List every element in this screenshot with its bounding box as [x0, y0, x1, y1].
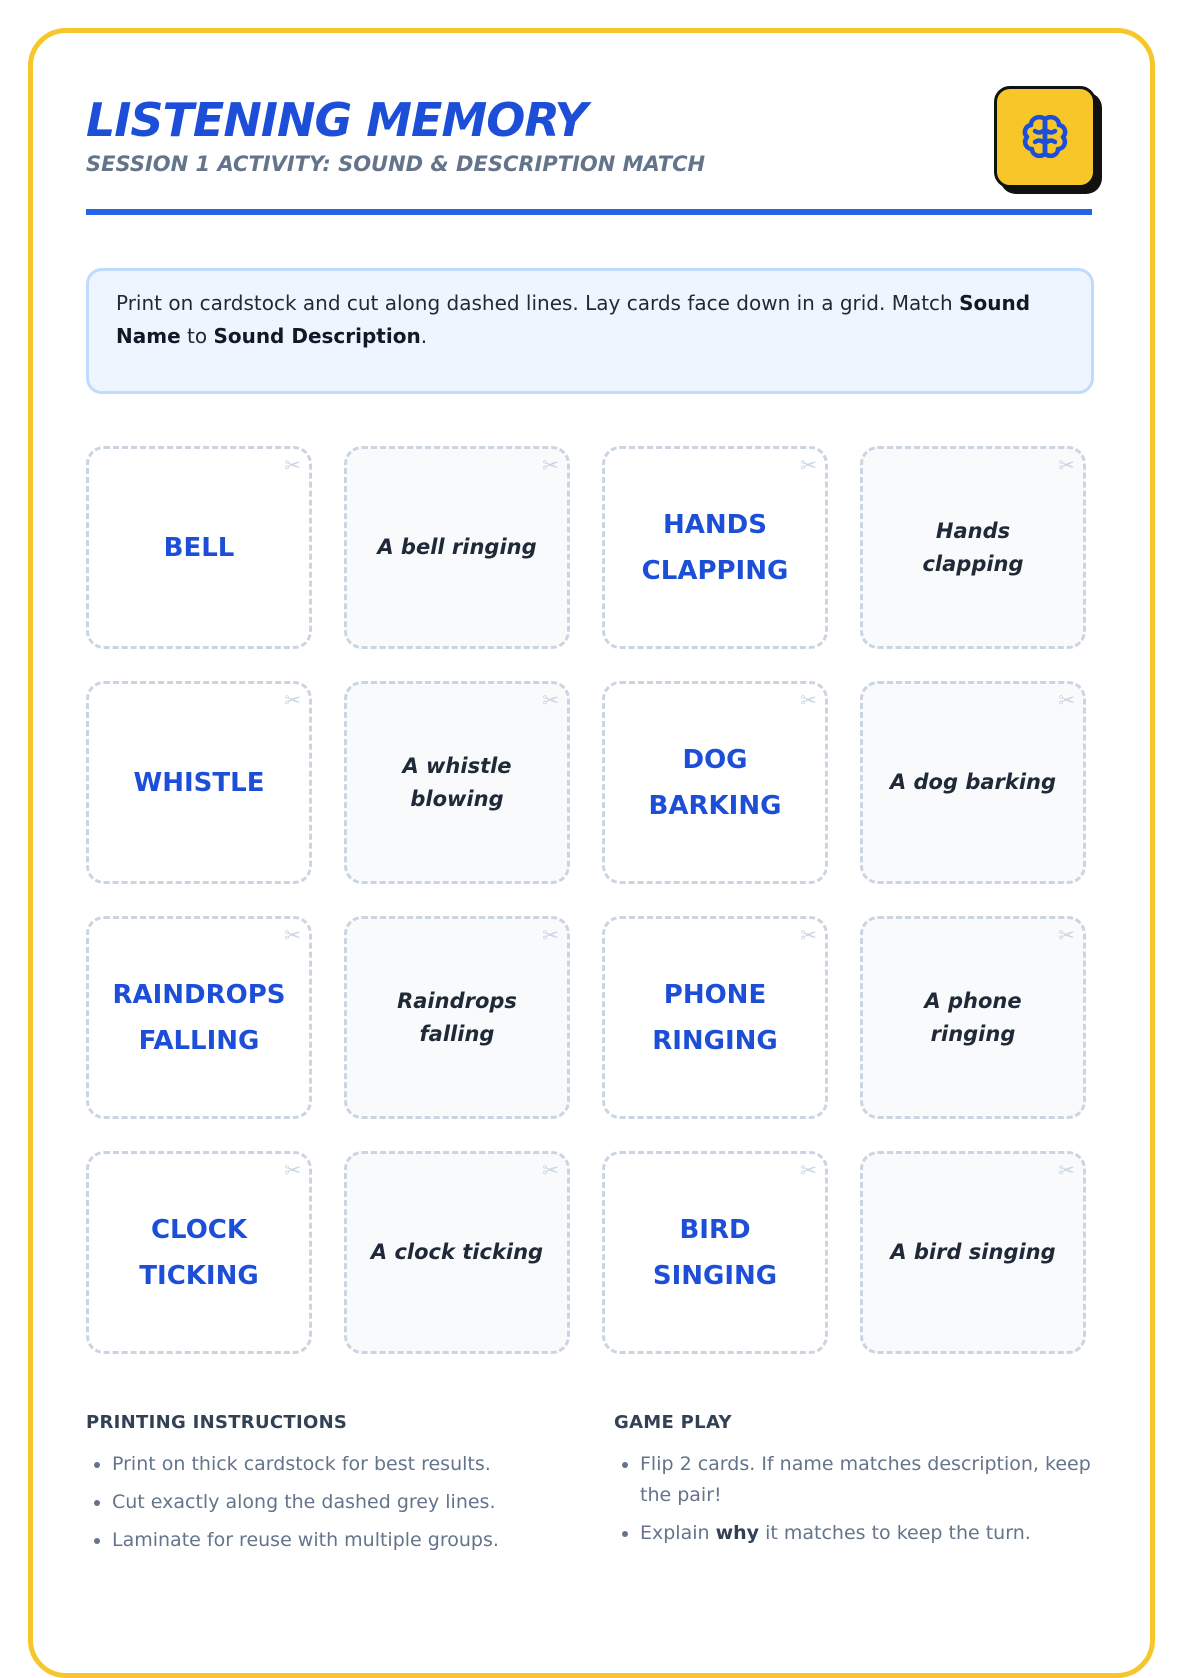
card-sound-description: A phone ringing: [924, 988, 1022, 1046]
scissors-icon: ✂: [284, 688, 301, 712]
card-sound-name: PHONE RINGING: [652, 979, 778, 1056]
header-divider: [86, 209, 1092, 215]
scissors-icon: ✂: [542, 923, 559, 947]
sound-description-card: [344, 916, 570, 1119]
notice-text: .: [420, 324, 428, 348]
sound-description-card: [344, 446, 570, 649]
list-item-strong: why: [715, 1522, 760, 1544]
card-sound-name: BELL: [163, 532, 235, 563]
brain-icon: [1019, 111, 1071, 163]
card-sound-description: Hands clapping: [922, 518, 1024, 576]
printing-heading: PRINTING INSTRUCTIONS: [86, 1412, 348, 1433]
card-sound-name: DOG BARKING: [648, 744, 782, 821]
page-title: LISTENING MEMORY: [86, 93, 587, 147]
card-sound-description: A clock ticking: [370, 1240, 544, 1264]
sound-name-card: [86, 681, 312, 884]
gameplay-heading: GAME PLAY: [614, 1412, 732, 1433]
sound-name-card: [602, 1151, 828, 1354]
sound-description-card: [344, 681, 570, 884]
scissors-icon: ✂: [1058, 923, 1075, 947]
notice-text: to: [180, 324, 214, 348]
card-sound-description: A whistle blowing: [402, 753, 512, 811]
sound-name-card: [86, 916, 312, 1119]
scissors-icon: ✂: [284, 923, 301, 947]
sound-description-card: [860, 446, 1086, 649]
scissors-icon: ✂: [542, 688, 559, 712]
list-item-text: it matches to keep the turn.: [759, 1522, 1031, 1544]
notice-text: Print on cardstock and cut along dashed lines. Lay cards face down in a grid. Match: [116, 291, 960, 315]
sound-name-card: [602, 446, 828, 649]
scissors-icon: ✂: [542, 1158, 559, 1182]
card-sound-description: A dog barking: [889, 770, 1057, 794]
page-subtitle: SESSION 1 ACTIVITY: SOUND & DESCRIPTION MATCH: [86, 152, 706, 176]
scissors-icon: ✂: [1058, 688, 1075, 712]
logo-badge: [994, 86, 1096, 188]
card-sound-description: A bell ringing: [377, 535, 537, 559]
card-sound-name: HANDS CLAPPING: [641, 509, 789, 586]
scissors-icon: ✂: [1058, 453, 1075, 477]
header: [86, 92, 1092, 218]
printing-instructions: [86, 1412, 566, 1563]
list-item-text: Explain: [640, 1522, 716, 1544]
sound-name-card: [86, 446, 312, 649]
scissors-icon: ✂: [284, 1158, 301, 1182]
sound-name-card: [86, 1151, 312, 1354]
scissors-icon: ✂: [800, 688, 817, 712]
printing-list: [86, 1449, 566, 1556]
card-sound-name: RAINDROPS FALLING: [112, 979, 286, 1056]
scissors-icon: ✂: [1058, 1158, 1075, 1182]
card-sound-description: A bird singing: [890, 1240, 1056, 1264]
game-play: [614, 1412, 1092, 1556]
scissors-icon: ✂: [800, 923, 817, 947]
scissors-icon: ✂: [284, 453, 301, 477]
list-item: [640, 1518, 1092, 1549]
sound-name-card: [602, 681, 828, 884]
sound-description-card: [860, 681, 1086, 884]
card-sound-name: BIRD SINGING: [652, 1214, 778, 1291]
scissors-icon: ✂: [800, 1158, 817, 1182]
sound-description-card: [860, 1151, 1086, 1354]
notice-strong-sound-description: Sound Description: [213, 324, 421, 348]
sound-name-card: [602, 916, 828, 1119]
sound-description-card: [860, 916, 1086, 1119]
card-sound-name: WHISTLE: [133, 767, 265, 798]
gameplay-list: [614, 1449, 1092, 1549]
scissors-icon: ✂: [542, 453, 559, 477]
list-item: • Print on thick cardstock for best results.: [112, 1449, 566, 1480]
card-sound-name: CLOCK TICKING: [139, 1214, 259, 1291]
instructions-notice: [86, 268, 1094, 394]
list-item: • Cut exactly along the dashed grey lines.: [112, 1487, 566, 1518]
list-item: • Laminate for reuse with multiple groups.: [112, 1525, 566, 1556]
list-item: • Flip 2 cards. If name matches description, keep the pair!: [640, 1449, 1092, 1511]
sound-description-card: [344, 1151, 570, 1354]
scissors-icon: ✂: [800, 453, 817, 477]
card-sound-description: Raindrops falling: [397, 988, 517, 1046]
notice-strong-sound-name: Sound Name: [116, 291, 1031, 348]
